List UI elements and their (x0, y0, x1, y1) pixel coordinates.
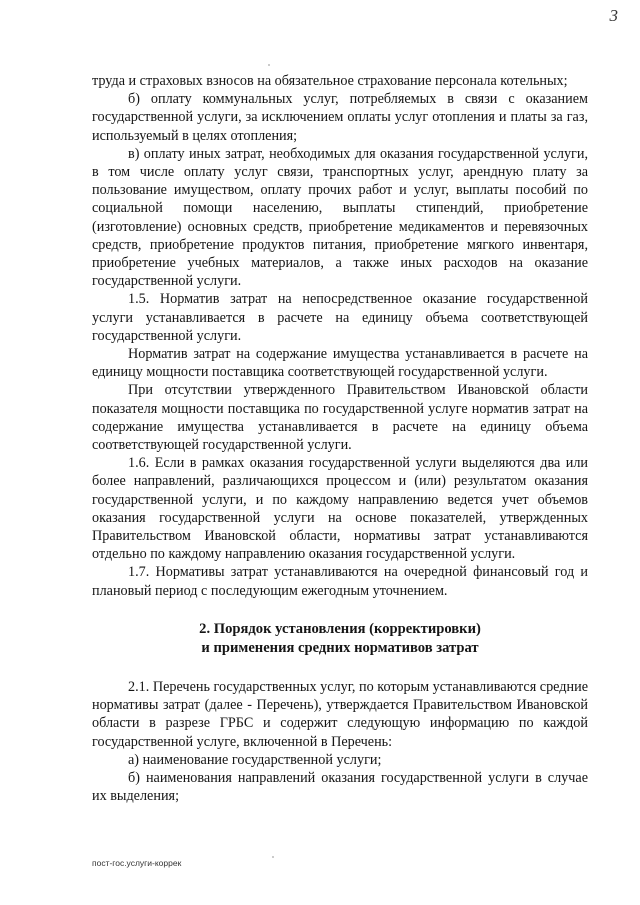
paragraph: б) наименования направлений оказания государственной услуги в случае их выделения; (92, 769, 588, 805)
section-heading-line: 2. Порядок установления (корректировки) (199, 620, 481, 637)
paragraph: 2.1. Перечень государственных услуг, по которым устанавливаются средние нормативы затрат (далее - Перечень), утверждается Правительством Ивановской области в разрезе ГРБС и содержит следующую информацию по каждой государственной услуге, включенной в Перечень: (92, 678, 588, 750)
paragraph: Норматив затрат на содержание имущества устанавливается в расчете на единицу мощности поставщика соответствующей государственной услуги. (92, 346, 588, 381)
paragraph: б) оплату коммунальных услуг, потребляемых в связи с оказанием государственной услуги, за исключением оплаты услуг отопления и платы за газ, используемый в целях отопления; (92, 91, 588, 144)
page-number: 3 (609, 6, 618, 25)
document-body (92, 72, 588, 805)
paragraph: 1.7. Нормативы затрат устанавливаются на очередной финансовый год и плановый период с последующим ежегодным уточнением. (92, 564, 588, 599)
paragraph: в) оплату иных затрат, необходимых для оказания государственной услуги, в том числе оплату услуг связи, транспортных услуг, арендную плату за пользование имуществом, оплату прочих работ и услуг, выплаты пособий по социальной помощи населению, выплаты стипендий, приобретение (изготовление) основных средств, приобретение медикаментов и перевязочных средств, приобретение продуктов питания, приобретение мягкого инвентаря, приобретение учебных материалов, а также иных расходов на оказание государственной услуги. (92, 145, 588, 290)
section-heading (92, 620, 588, 658)
footer-filename: пост-гос.услуги-коррек (92, 858, 182, 868)
paragraph: При отсутствии утвержденного Правительством Ивановской области показателя мощности поставщика по государственной услуге норматив затрат на содержание имущества устанавливается в расчете на единицу объема соответствующей государственной услуги. (92, 382, 588, 454)
paragraph: 1.6. Если в рамках оказания государственной услуги выделяются два или более направлений, различающихся процессом и (или) результатом оказания государственной услуги, и по каждому направлению ведется учет объемов оказания государственной услуги на основе показателей, утвержденных Правительством Ивановской области, нормативы затрат устанавливаются отдельно по каждому направлению оказания государственной услуги. (92, 455, 588, 563)
scan-speck (268, 64, 270, 66)
scan-speck (272, 856, 274, 858)
paragraph: а) наименование государственной услуги; (128, 751, 382, 768)
section-heading-line: и применения средних нормативов затрат (201, 639, 479, 656)
paragraph: труда и страховых взносов на обязательное страхование персонала котельных; (92, 73, 568, 89)
paragraph: 1.5. Норматив затрат на непосредственное оказание государственной услуги устанавливается в расчете на единицу объема соответствующей государственной услуги. (92, 291, 588, 344)
